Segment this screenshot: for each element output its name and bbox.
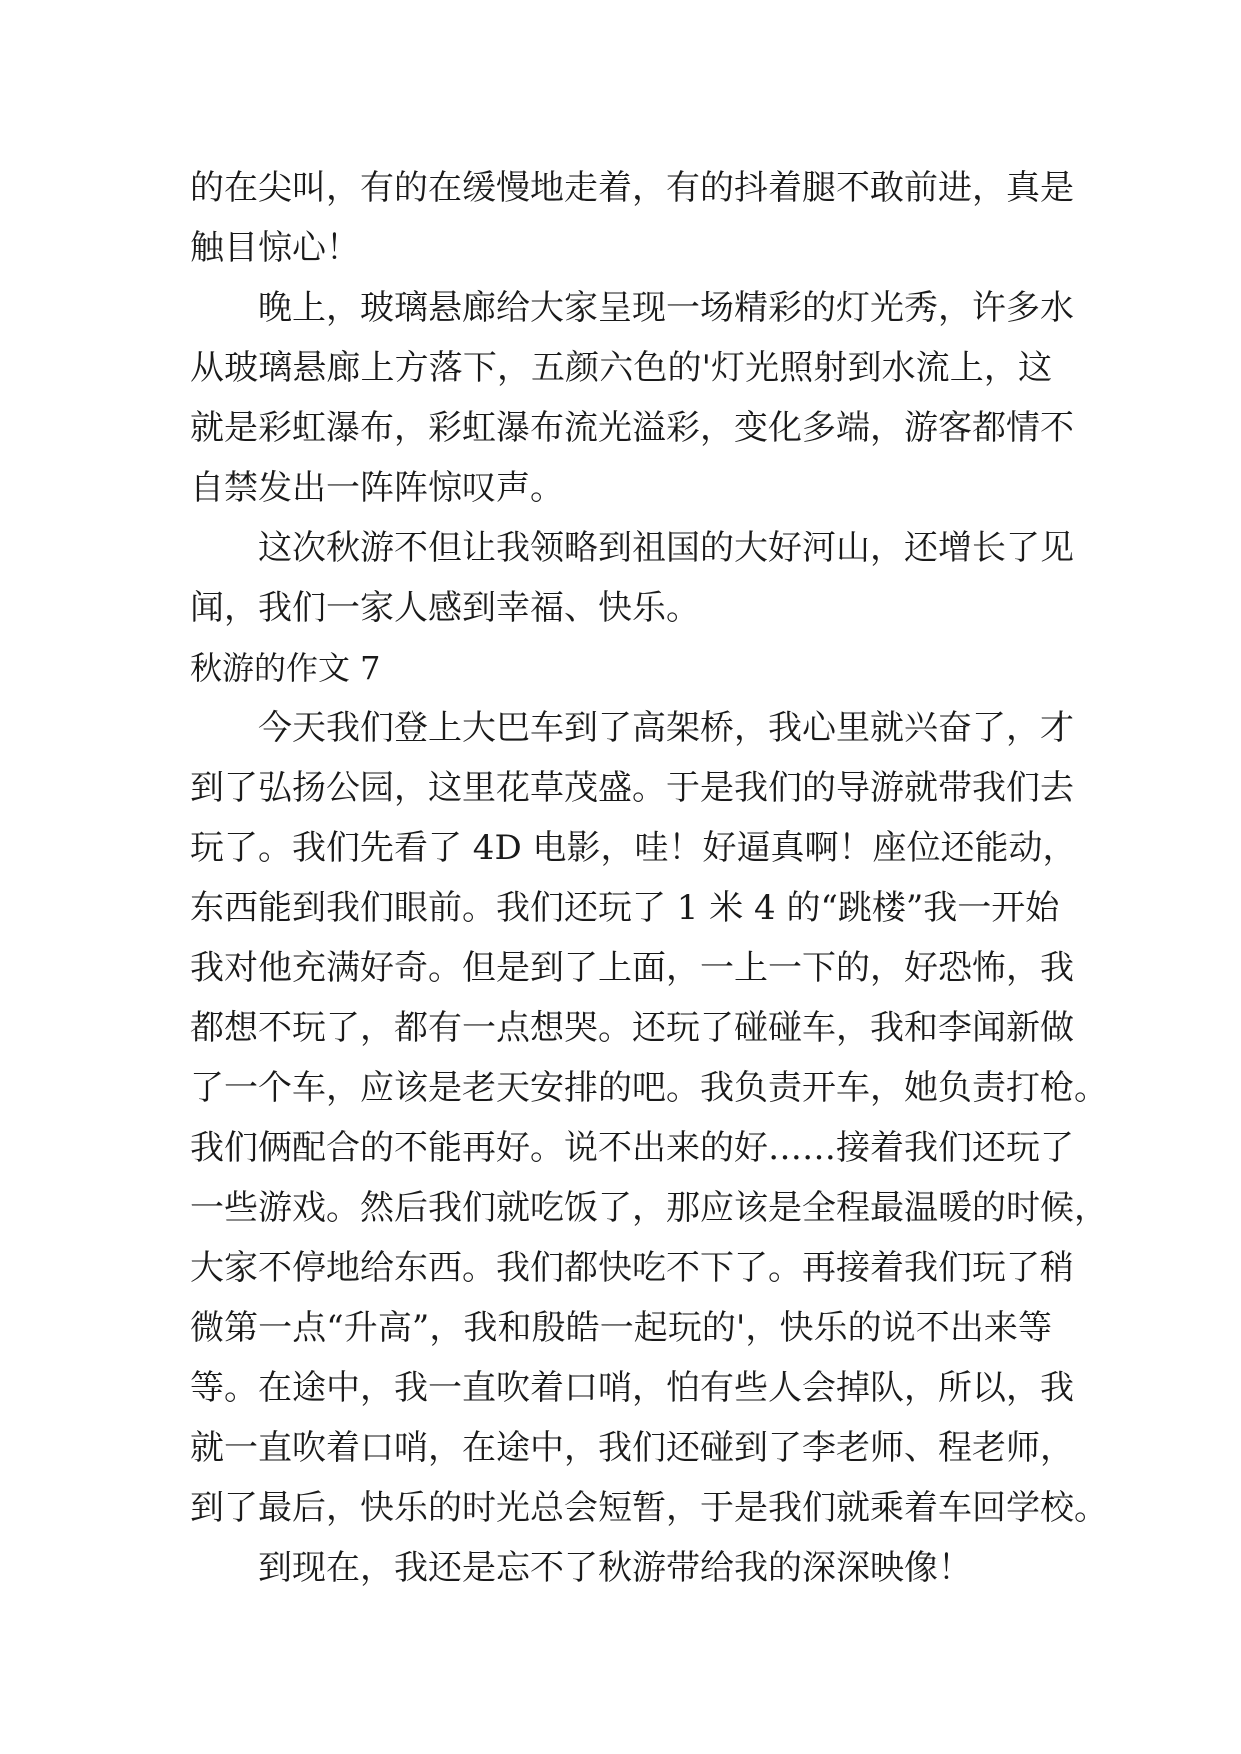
section-heading: 秋游的作文 7: [190, 649, 381, 687]
text-line: 到了弘扬公园，这里花草茂盛。于是我们的导游就带我们去: [190, 768, 1074, 808]
text-line: 东西能到我们眼前。我们还玩了 1 米 4 的“跳楼”我一开始: [190, 888, 1060, 928]
paragraph-start-line: 晚上，玻璃悬廊给大家呈现一场精彩的灯光秀，许多水: [258, 288, 1074, 328]
text-line: 就是彩虹瀑布，彩虹瀑布流光溢彩，变化多端，游客都情不: [190, 408, 1074, 448]
text-line: 一些游戏。然后我们就吃饭了，那应该是全程最温暖的时候，: [190, 1188, 1108, 1228]
paragraph-start-line: 这次秋游不但让我领略到祖国的大好河山，还增长了见: [258, 528, 1074, 568]
text-line: 大家不停地给东西。我们都快吃不下了。再接着我们玩了稍: [190, 1248, 1074, 1288]
text-line: 就一直吹着口哨，在途中，我们还碰到了李老师、程老师，: [190, 1428, 1074, 1468]
text-line: 自禁发出一阵阵惊叹声。: [190, 468, 564, 508]
text-line: 等。在途中，我一直吹着口哨，怕有些人会掉队，所以，我: [190, 1368, 1074, 1408]
text-line: 触目惊心！: [190, 228, 360, 268]
document-body: [190, 158, 1108, 1598]
text-line: 了一个车，应该是老天安排的吧。我负责开车，她负责打枪。: [190, 1068, 1108, 1108]
paragraph-start-line: 到现在，我还是忘不了秋游带给我的深深映像！: [258, 1548, 972, 1588]
paragraph-start-line: 今天我们登上大巴车到了高架桥，我心里就兴奋了，才: [258, 708, 1074, 748]
text-line: 我们俩配合的不能再好。说不出来的好……接着我们还玩了: [190, 1128, 1074, 1168]
text-line: 玩了。我们先看了 4D 电影，哇！好逼真啊！座位还能动，: [190, 828, 1077, 868]
text-line: 从玻璃悬廊上方落下，五颜六色的'灯光照射到水流上，这: [190, 348, 1052, 388]
text-line: 到了最后，快乐的时光总会短暂，于是我们就乘着车回学校。: [190, 1488, 1108, 1528]
text-line: 的在尖叫，有的在缓慢地走着，有的抖着腿不敢前进，真是: [190, 168, 1074, 208]
text-line: 都想不玩了，都有一点想哭。还玩了碰碰车，我和李闻新做: [190, 1008, 1074, 1048]
text-line: 闻，我们一家人感到幸福、快乐。: [190, 588, 700, 628]
text-line: 我对他充满好奇。但是到了上面，一上一下的，好恐怖，我: [190, 948, 1074, 988]
text-line: 微第一点“升高”，我和殷皓一起玩的'，快乐的说不出来等: [190, 1308, 1052, 1348]
